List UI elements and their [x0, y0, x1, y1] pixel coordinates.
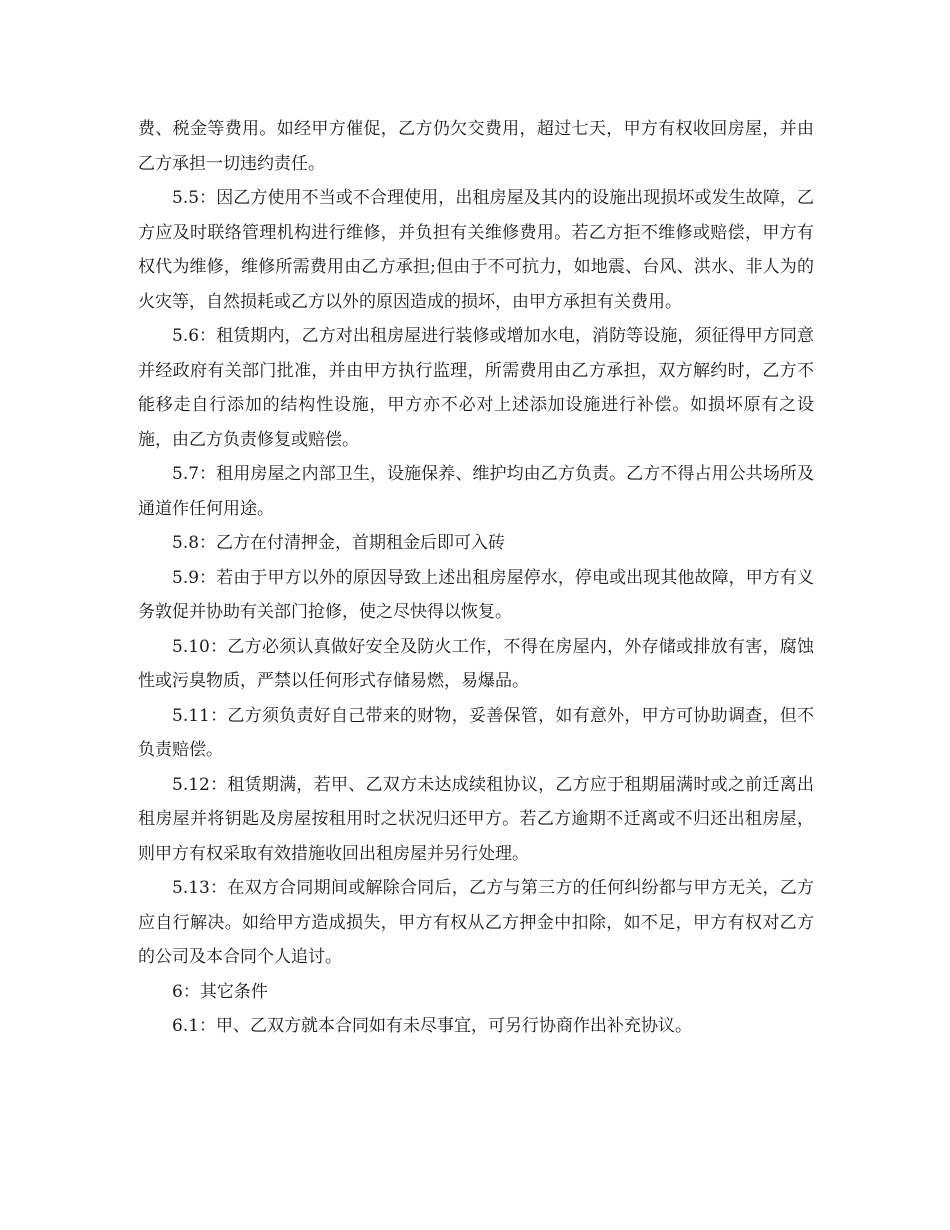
- clause-5-13: 5.13：在双方合同期间或解除合同后，乙方与第三方的任何纠纷都与甲方无关，乙方应自行解决。如给甲方造成损失，甲方有权从乙方押金中扣除，如不足，甲方有权对乙方的公司及本合同个人追讨。: [138, 878, 814, 967]
- clause-5-6: 5.6：租赁期内，乙方对出租房屋进行装修或增加水电，消防等设施，须征得甲方同意并经政府有关部门批准，并由甲方执行监理，所需费用由乙方承担，双方解约时，乙方不能移走自行添加的结构性设施，甲方亦不必对上述添加设施进行补偿。如损坏原有之设施，由乙方负责修复或赔偿。: [138, 326, 814, 450]
- clause-5-8: 5.8：乙方在付清押金，首期租金后即可入砖: [172, 533, 506, 553]
- clause-5-10: 5.10：乙方必须认真做好安全及防火工作，不得在房屋内，外存储或排放有害，腐蚀性或污臭物质，严禁以任何形式存储易燃，易爆品。: [138, 636, 814, 691]
- document-page: [138, 112, 814, 1044]
- clause-5-12: 5.12：租赁期满，若甲、乙双方未达成续租协议，乙方应于租期届满时或之前迁离出租房屋并将钥匙及房屋按租用时之状况归还甲方。若乙方逾期不迁离或不归还出租房屋，则甲方有权采取有效措施收回出租房屋并另行处理。: [138, 774, 814, 864]
- clause-6-1: 6.1：甲、乙双方就本合同如有未尽事宜，可另行协商作出补充协议。: [172, 1016, 693, 1036]
- clause-5-9: 5.9：若由于甲方以外的原因导致上述出租房屋停水，停电或出现其他故障，甲方有义务敦促并协助有关部门抢修，使之尽快得以恢复。: [138, 567, 814, 622]
- clause-5-5: 5.5：因乙方使用不当或不合理使用，出租房屋及其内的设施出现损坏或发生故障，乙方应及时联络管理机构进行维修，并负担有关维修费用。若乙方拒不维修或赔偿，甲方有权代为维修，维修所需费用由乙方承担;但由于不可抗力，如地震、台风、洪水、非人为的火灾等，自然损耗或乙方以外的原因造成的损坏，由甲方承担有关费用。: [138, 188, 814, 312]
- paragraph-fees-continuation: 费、税金等费用。如经甲方催促，乙方仍欠交费用，超过七天，甲方有权收回房屋，并由乙方承担一切违约责任。: [138, 119, 814, 174]
- section-6-heading: 6：其它条件: [172, 981, 268, 1002]
- clause-5-11: 5.11：乙方须负责好自己带来的财物，妥善保管，如有意外，甲方可协助调查，但不负责赔偿。: [138, 705, 814, 760]
- clause-5-7: 5.7：租用房屋之内部卫生，设施保养、维护均由乙方负责。乙方不得占用公共场所及通道作任何用途。: [138, 464, 814, 519]
